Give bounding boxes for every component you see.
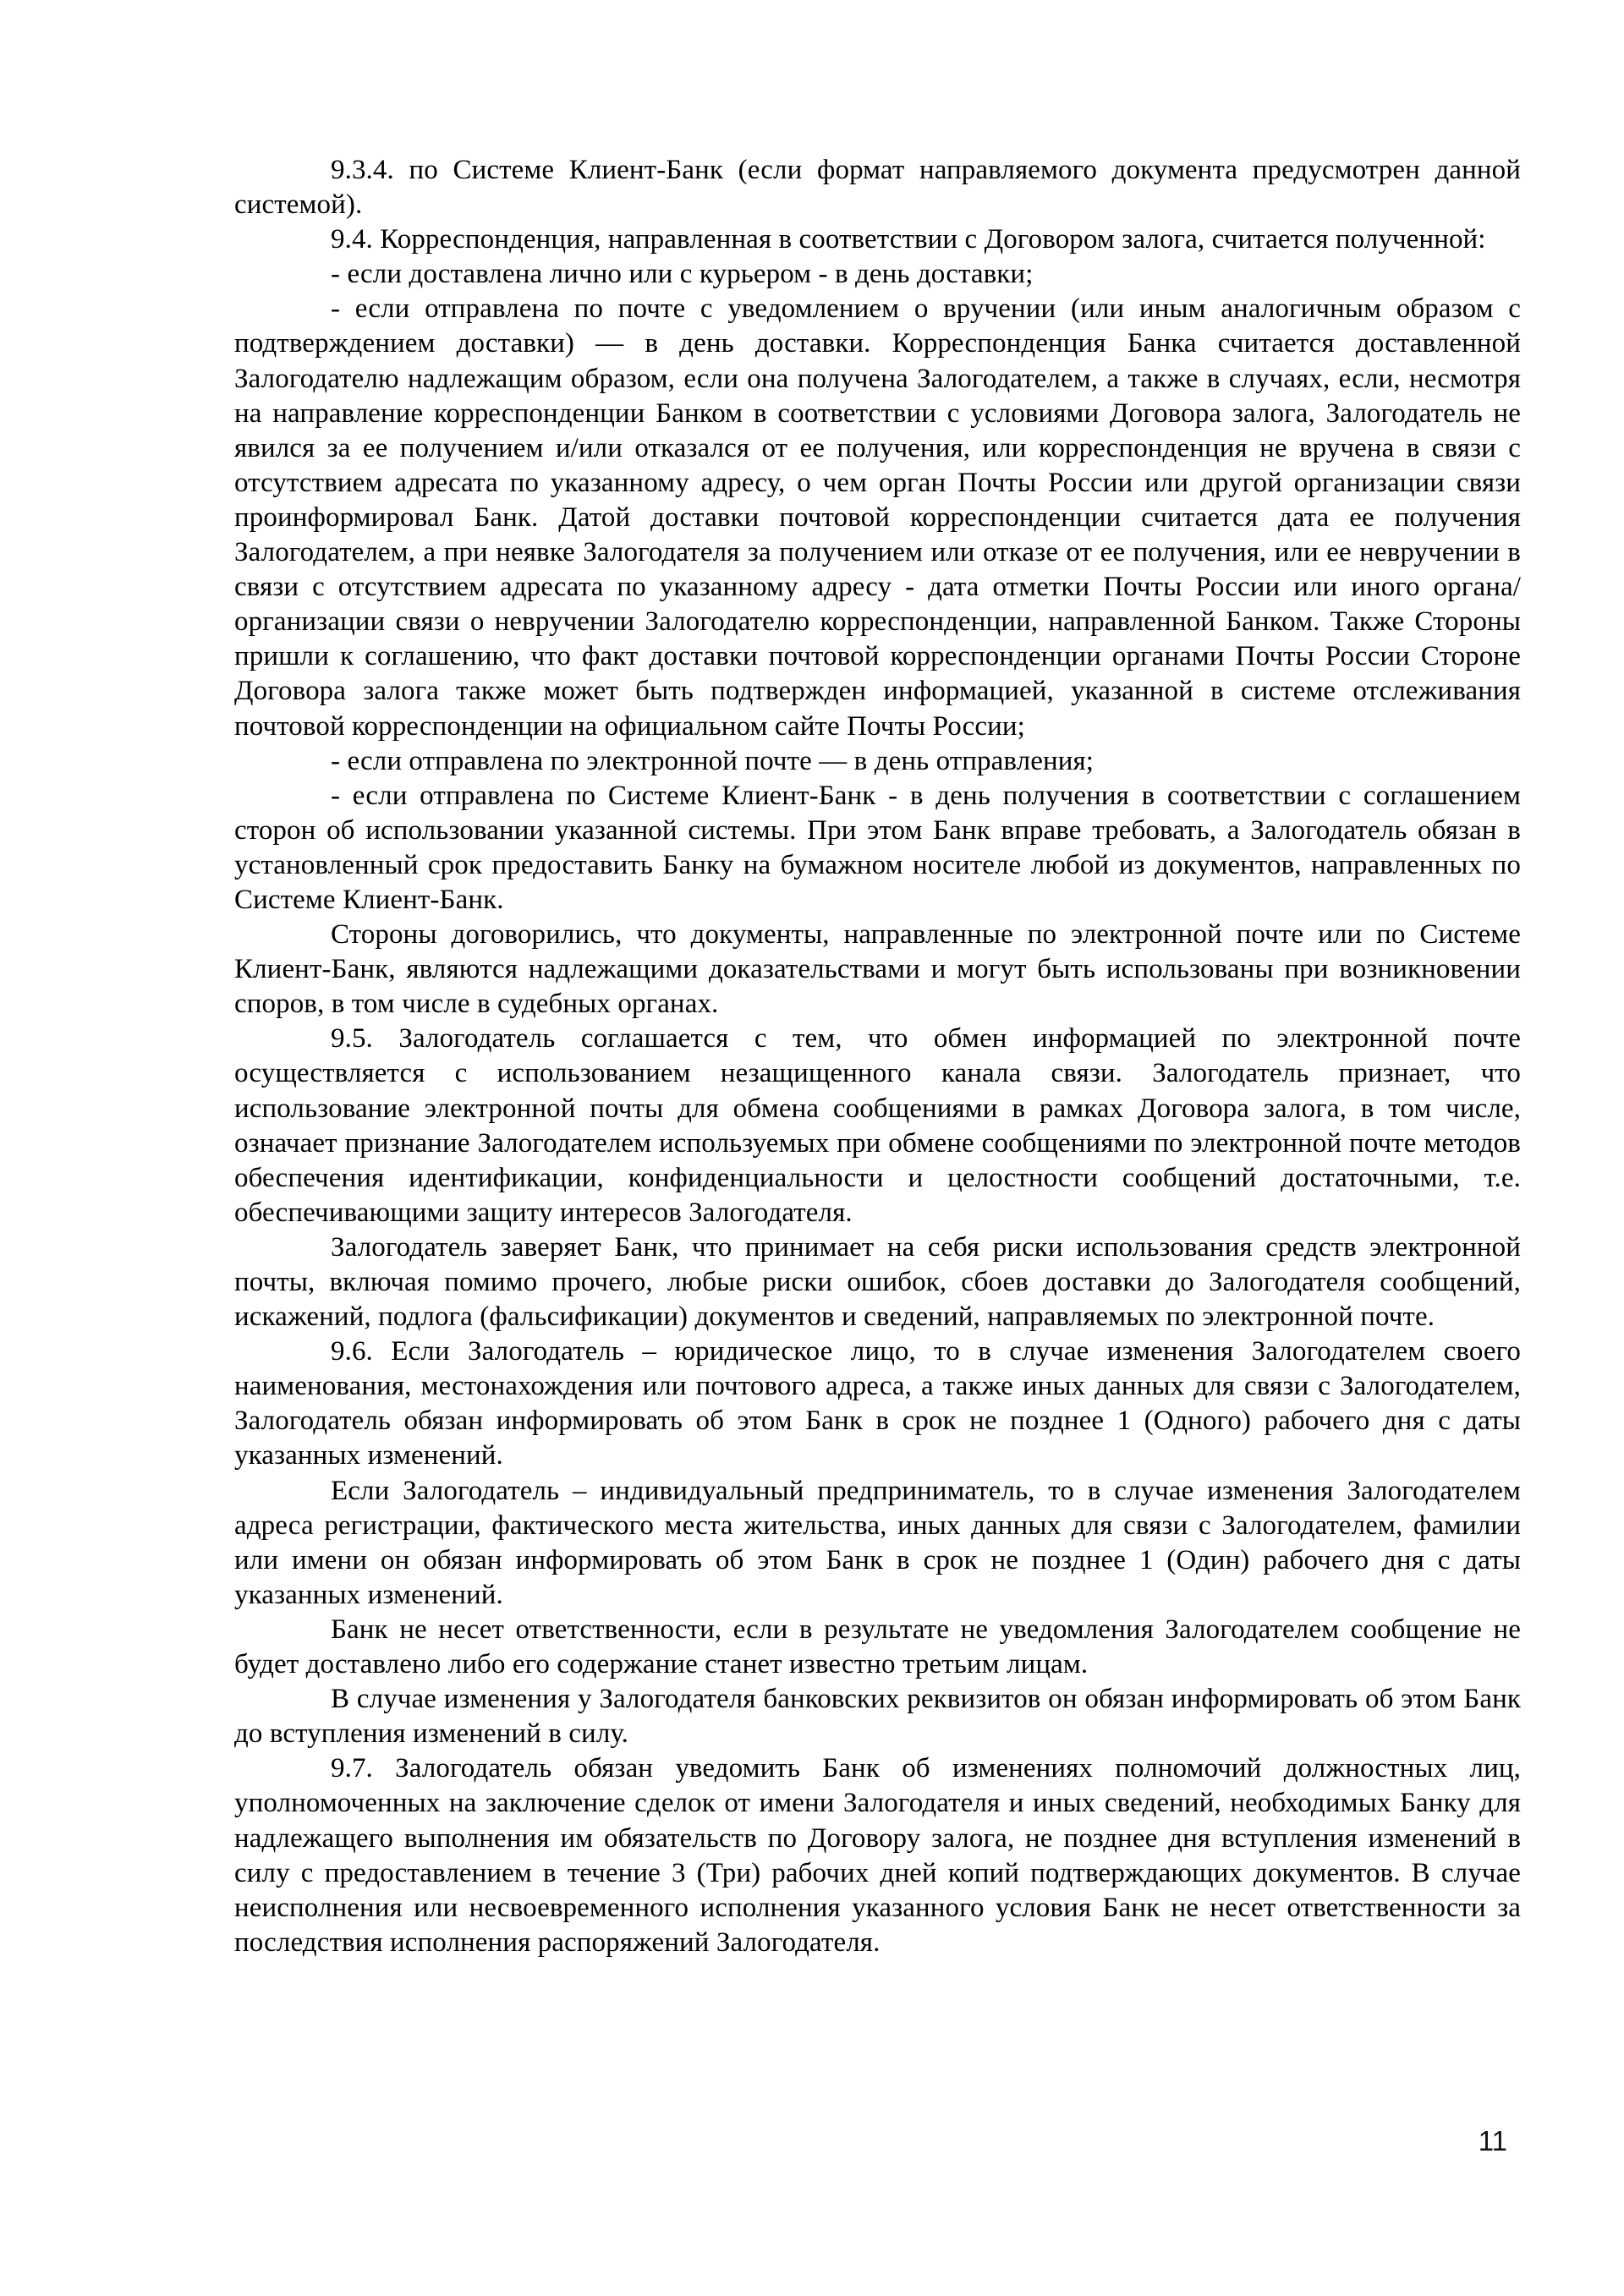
paragraph-pledgor-assures: Залогодатель заверяет Банк, что принимает на себя риски использования средств электронной почты, включая помимо прочего, любые риски ошибок, сбоев доставки до Залогодателя сообщений, искажений, подлога (фальсификации) документов и сведений, направляемых по электронной почте.: [234, 1231, 1521, 1333]
list-item-sent-by-client-bank: - если отправлена по Системе Клиент-Банк - в день получения в соответствии с соглашением сторон об использовании указанной системы. При этом Банк вправе требовать, а Залогодатель обязан в установленный срок предоставить Банку на бумажном носителе любой из документов, направленных по Системе Клиент-Банк.: [234, 780, 1521, 915]
paragraph-bank-not-liable: Банк не несет ответственности, если в результате не уведомления Залогодателем сообщение не будет доставлено либо его содержание станет известно третьим лицам.: [234, 1614, 1521, 1680]
paragraph-9-5: 9.5. Залогодатель соглашается с тем, что обмен информацией по электронной почте осуществляется с использованием незащищенного канала связи. Залогодатель признает, что использование электронной почты для обмена сообщениями в рамках Договора залога, в том числе, означает признание Залогодателем используемых при обмене сообщениями по электронной почте методов обеспечения идентификации, конфиденциальности и целостности сообщений достаточными, т.е. обеспечивающими защиту интересов Залогодателя.: [234, 1023, 1521, 1228]
paragraph-bank-details-change: В случае изменения у Залогодателя банковских реквизитов он обязан информировать об этом Банк до вступления изменений в силу.: [234, 1684, 1521, 1750]
paragraph-9-3-4: 9.3.4. по Системе Клиент-Банк (если формат направляемого документа предусмотрен данной системой).: [234, 155, 1521, 221]
document-body: [234, 153, 1521, 1960]
paragraph-individual-entrepreneur: Если Залогодатель – индивидуальный предприниматель, то в случае изменения Залогодателем адреса регистрации, фактического места жительства, иных данных для связи с Залогодателем, фамилии или имени он обязан информировать об этом Банк в срок не позднее 1 (Один) рабочего дня с даты указанных изменений.: [234, 1475, 1521, 1610]
paragraph-parties-agreed: Стороны договорились, что документы, направленные по электронной почте или по Системе Клиент-Банк, являются надлежащими доказательствами и могут быть использованы при возникновении споров, в том числе в судебных органах.: [234, 919, 1521, 1020]
list-item-sent-by-email: - если отправлена по электронной почте — в день отправления;: [331, 745, 1095, 776]
paragraph-9-6: 9.6. Если Залогодатель – юридическое лицо, то в случае изменения Залогодателем своего наименования, местонахождения или почтового адреса, а также иных данных для связи с Залогодателем, Залогодатель обязан информировать об этом Банк в срок не позднее 1 (Одного) рабочего дня с даты указанных изменений.: [234, 1336, 1521, 1471]
paragraph-9-7: 9.7. Залогодатель обязан уведомить Банк об изменениях полномочий должностных лиц, уполномоченных на заключение сделок от имени Залогодателя и иных сведений, необходимых Банку для надлежащего выполнения им обязательств по Договору залога, не позднее дня вступления изменений в силу с предоставлением в течение 3 (Три) рабочих дней копий подтверждающих документов. В случае неисполнения или несвоевременного исполнения указанного условия Банк не несет ответственности за последствия исполнения распоряжений Залогодателя.: [234, 1753, 1521, 1958]
paragraph-9-4: 9.4. Корреспонденция, направленная в соответствии с Договором залога, считается полученной:: [331, 224, 1486, 255]
page-number: 11: [1478, 2125, 1507, 2156]
list-item-sent-by-mail: - если отправлена по почте с уведомлением о вручении (или иным аналогичным образом с подтверждением доставки) — в день доставки. Корреспонденция Банка считается доставленной Залогодателю надлежащим образом, если она получена Залогодателем, а также в случаях, если, несмотря на направление корреспонденции Банком в соответствии с условиями Договора залога, Залогодатель не явился за ее получением и/или отказался от ее получения, или корреспонденция не вручена в связи с отсутствием адресата по указанному адресу, о чем орган Почты России или другой организации связи проинформировал Банк. Датой доставки почтовой корреспонденции считается дата ее получения Залогодателем, а при неявке Залогодателя за получением или отказе от ее получения, или ее невручении в связи с отсутствием адресата по указанному адресу - дата отметки Почты России или иного органа/организации связи о невручении Залогодателю корреспонденции, направленной Банком. Также Стороны пришли к соглашению, что факт доставки почтовой корреспонденции органами Почты России Стороне Договора залога также может быть подтвержден информацией, указанной в системе отслеживания почтовой корреспонденции на официальном сайте Почты России;: [234, 293, 1521, 742]
list-item-delivered-personally: - если доставлена лично или с курьером - в день доставки;: [331, 259, 1034, 290]
